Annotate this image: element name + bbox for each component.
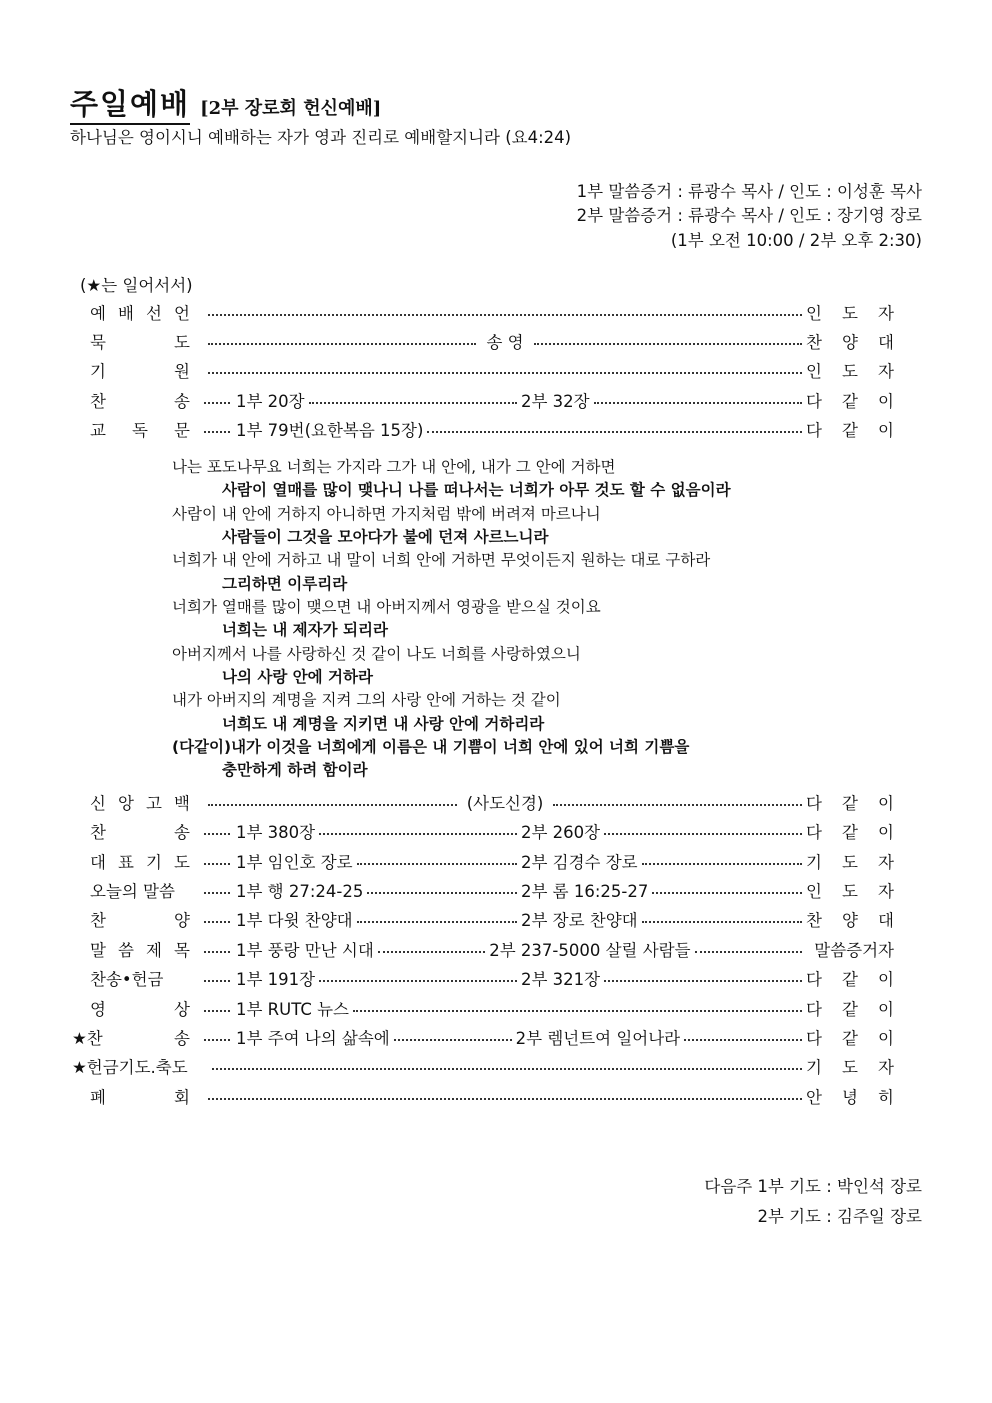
order-part-1: 1부 79번(요한복음 15장): [236, 421, 424, 440]
order-part-1: 1부 풍랑 만난 시대: [236, 941, 374, 960]
order-label: 찬 송: [90, 823, 190, 842]
order-label: 폐 회: [90, 1088, 190, 1107]
order-label: ★찬 송: [72, 1029, 190, 1048]
reading-line: 너희가 내 안에 거하고 내 말이 너희 안에 거하면 무엇이든지 원하는 대로 구하라: [172, 551, 711, 569]
order-row: [72, 387, 894, 413]
order-responder: 다 같 이: [806, 1029, 894, 1048]
order-row: [72, 789, 894, 815]
order-responder: 안 녕 히: [806, 1088, 894, 1107]
order-part-1: 1부 주여 나의 삶속에: [236, 1029, 390, 1048]
reading-line: 나는 포도나무요 너희는 가지라 그가 내 안에, 내가 그 안에 거하면: [172, 458, 616, 476]
leaders-line-1: 1부 말씀증거 : 류광수 목사 / 인도 : 이성훈 목사: [576, 182, 922, 201]
page-title: 주일예배: [70, 87, 190, 125]
order-part-2: 2부 321장: [521, 970, 601, 989]
reading-line-response: 충만하게 하려 함이라: [222, 761, 368, 779]
order-label: 말 씀 제 목: [90, 941, 190, 960]
order-row: [72, 1053, 894, 1079]
reading-line-response: 너희는 내 제자가 되리라: [222, 621, 388, 639]
leaders-line-2: 2부 말씀증거 : 류광수 목사 / 인도 : 장기영 장로: [576, 206, 922, 225]
order-label: 교 독 문: [90, 421, 190, 440]
order-responder: 다 같 이: [806, 794, 894, 813]
order-label: ★헌금기도.축도: [72, 1058, 188, 1077]
order-responder: 인 도 자: [806, 362, 894, 381]
order-responder: 다 같 이: [806, 823, 894, 842]
header: [70, 82, 381, 122]
order-part-1: 1부 다윗 찬양대: [236, 911, 353, 930]
scripture-verse: 하나님은 영이시니 예배하는 자가 영과 진리로 예배할지니라 (요4:24): [70, 128, 572, 147]
next-week-prayer-1: 다음주 1부 기도 : 박인석 장로: [704, 1177, 922, 1196]
order-row: [72, 416, 894, 442]
service-time: (1부 오전 10:00 / 2부 오후 2:30): [670, 231, 922, 250]
order-row: [72, 299, 894, 325]
standing-legend: (★는 일어서서): [80, 276, 193, 295]
reading-line-response: 사람들이 그것을 모아다가 불에 던져 사르느니라: [222, 528, 549, 546]
order-row: [72, 357, 894, 383]
order-row: [72, 1083, 894, 1109]
order-label: 예 배 선 언: [90, 304, 190, 323]
reading-line: 아버지께서 나를 사랑하신 것 같이 나도 너희를 사랑하였으니: [172, 645, 581, 663]
order-responder: 기 도 자: [806, 853, 894, 872]
order-responder: 다 같 이: [806, 421, 894, 440]
order-part-2: 2부 렘넌트여 일어나라: [515, 1029, 681, 1048]
order-label: 오늘의 말씀: [90, 882, 175, 901]
order-label: 대 표 기 도: [90, 853, 190, 872]
order-part: 송 영: [486, 333, 524, 352]
order-responder: 찬 양 대: [806, 911, 894, 930]
order-responder: 인 도 자: [806, 882, 894, 901]
order-row: [72, 995, 894, 1021]
order-row: [72, 965, 894, 991]
order-row: [72, 818, 894, 844]
order-part-2: 2부 장로 찬양대: [521, 911, 638, 930]
page-subtitle: [2부 장로회 헌신예배]: [200, 98, 382, 119]
order-row: [72, 906, 894, 932]
order-part-2: 2부 260장: [521, 823, 601, 842]
order-row: [72, 848, 894, 874]
order-label: 기 원: [90, 362, 190, 381]
order-responder: 다 같 이: [806, 392, 894, 411]
reading-line: 사람이 내 안에 거하지 아니하면 가지처럼 밖에 버려져 마르나니: [172, 505, 601, 523]
reading-line-response: 나의 사랑 안에 거하라: [222, 668, 373, 686]
order-label: 영 상: [90, 1000, 190, 1019]
order-part-2: 2부 32장: [521, 392, 590, 411]
order-part-2: 2부 김경수 장로: [521, 853, 638, 872]
order-label: 찬송•헌금: [90, 970, 164, 989]
order-responder: 찬 양 대: [806, 333, 894, 352]
reading-line-response: (다같이)내가 이것을 너희에게 이름은 내 기쁨이 너희 안에 있어 너희 기쁨을: [172, 738, 690, 756]
order-responder: 다 같 이: [806, 970, 894, 989]
order-label: 찬 양: [90, 911, 190, 930]
order-part-1: 1부 380장: [236, 823, 316, 842]
order-responder: 인 도 자: [806, 304, 894, 323]
order-label: 묵 도: [90, 333, 190, 352]
order-row: [72, 936, 894, 962]
reading-line-response: 그리하면 이루리라: [222, 575, 348, 593]
order-row: [72, 1024, 894, 1050]
order-part-1: 1부 RUTC 뉴스: [236, 1000, 349, 1019]
reading-line: 너희가 열매를 많이 맺으면 내 아버지께서 영광을 받으실 것이요: [172, 598, 601, 616]
order-responder: 다 같 이: [806, 1000, 894, 1019]
order-row: [72, 877, 894, 903]
order-part-1: 1부 행 27:24-25: [236, 882, 364, 901]
order-part-1: 1부 191장: [236, 970, 316, 989]
order-label: 신 앙 고 백: [90, 794, 190, 813]
order-label: 찬 송: [90, 392, 190, 411]
order-part: (사도신경): [466, 794, 544, 813]
order-part-2: 2부 237-5000 살릴 사람들: [489, 941, 691, 960]
order-part-1: 1부 20장: [236, 392, 305, 411]
reading-line-response: 사람이 열매를 많이 맺나니 나를 떠나서는 너희가 아무 것도 할 수 없음이라: [222, 481, 731, 499]
next-week-prayer-2: 2부 기도 : 김주일 장로: [757, 1207, 922, 1226]
reading-line-response: 너희도 내 계명을 지키면 내 사랑 안에 거하리라: [222, 715, 545, 733]
order-row: [72, 328, 894, 354]
order-responder: 기 도 자: [806, 1058, 894, 1077]
order-part-2: 2부 롬 16:25-27: [521, 882, 649, 901]
order-responder: 말씀증거자: [814, 941, 894, 960]
reading-line: 내가 아버지의 계명을 지켜 그의 사랑 안에 거하는 것 같이: [172, 691, 561, 709]
order-part-1: 1부 임인호 장로: [236, 853, 353, 872]
